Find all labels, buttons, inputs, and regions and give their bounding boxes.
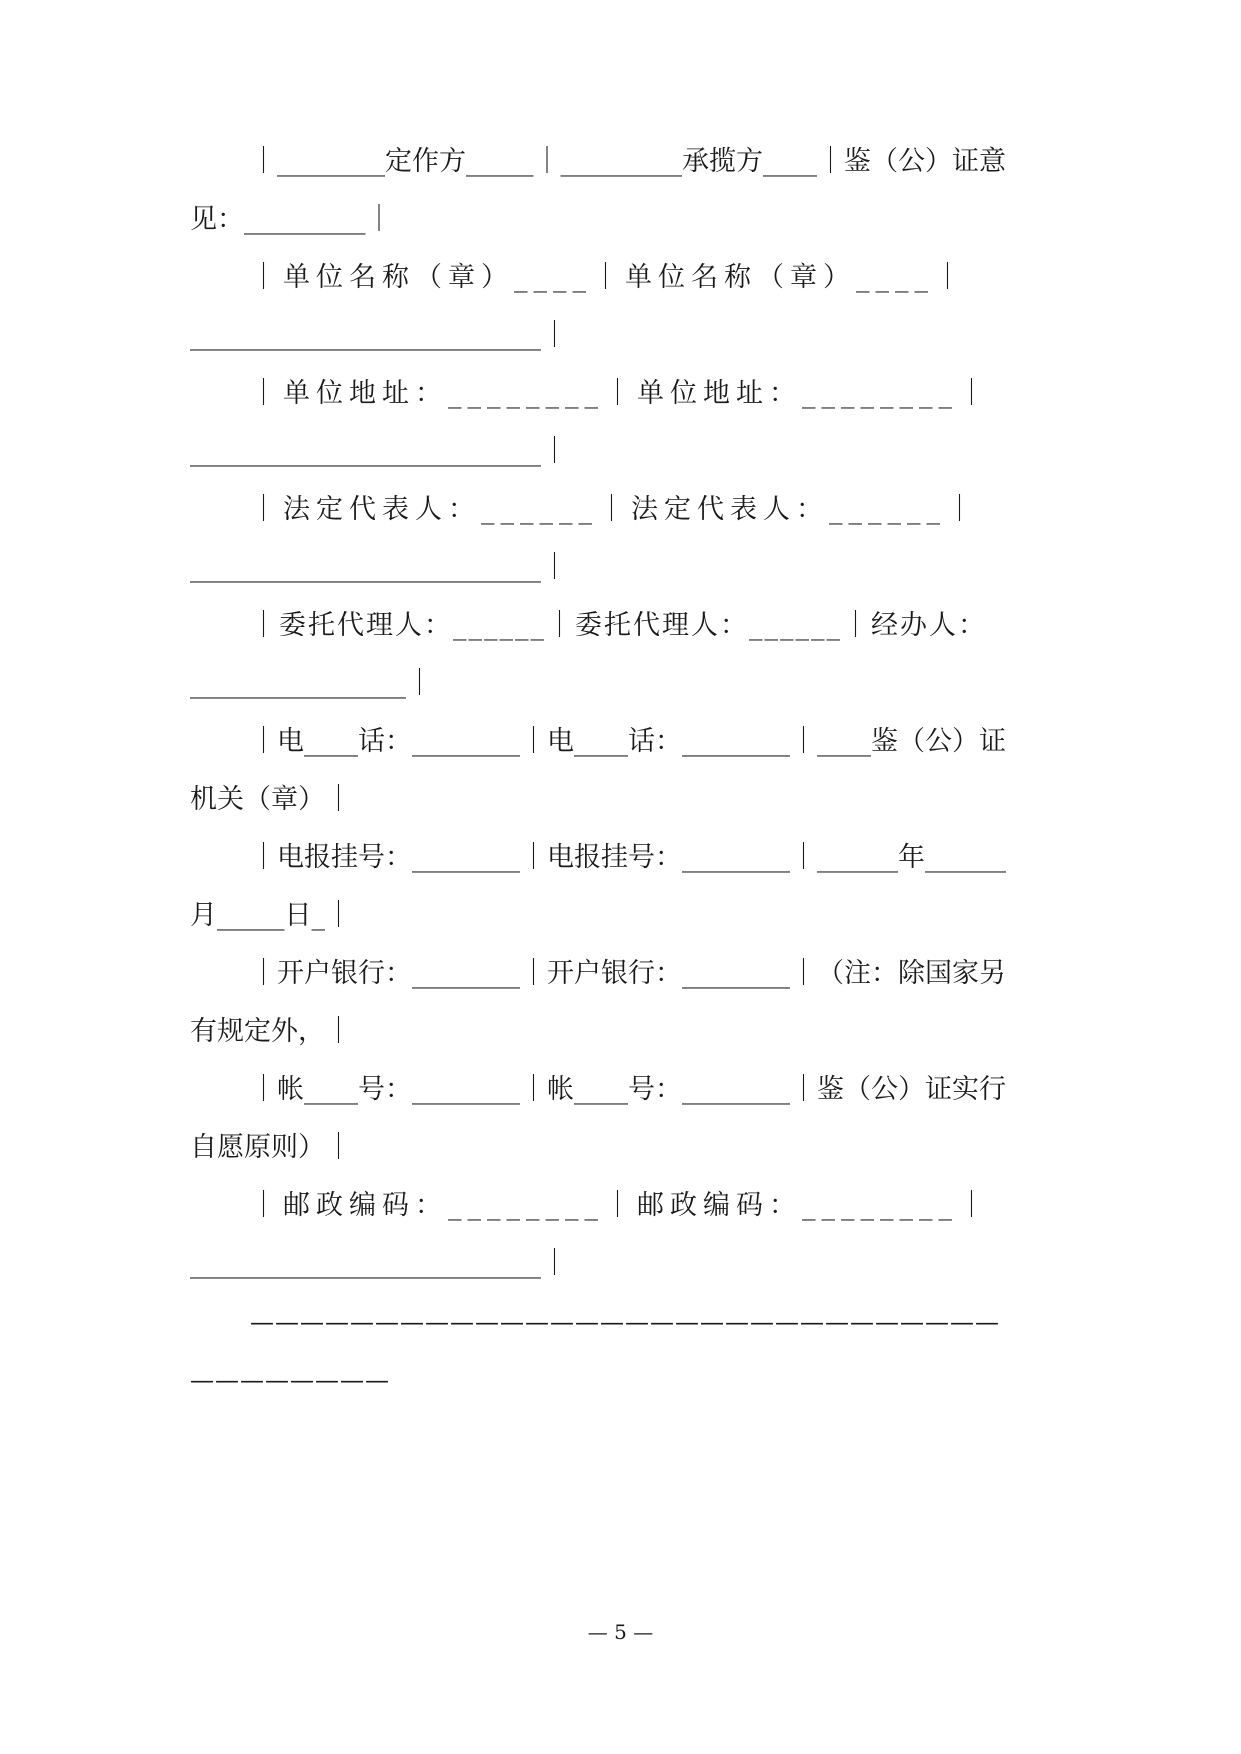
form-row-legal-rep-cont bbox=[190, 536, 1052, 600]
form-row-agent bbox=[250, 594, 1052, 658]
form-row-phone-cont bbox=[190, 768, 1052, 832]
text-line: __________________________｜ bbox=[190, 552, 568, 583]
form-row-unit-address-cont bbox=[190, 420, 1052, 484]
text-line: __________________________｜ bbox=[190, 320, 568, 351]
text-line: 月_____日_｜ bbox=[190, 900, 352, 931]
text-line: __________________________｜ bbox=[190, 436, 568, 467]
form-row-postcode-cont bbox=[190, 1232, 1052, 1296]
page-number: — 5 — bbox=[587, 1620, 654, 1644]
text-line: ｜电____话：________｜电____话：________｜____鉴（公）证 bbox=[250, 726, 1006, 757]
dashed-rule-text: —————————————————————————————— bbox=[250, 1308, 1000, 1336]
form-row-unit-address bbox=[250, 362, 1052, 426]
form-row-postcode bbox=[250, 1174, 1052, 1238]
text-line: ｜法定代表人：______｜法定代表人：______｜ bbox=[250, 494, 979, 525]
text-line: ｜电报挂号：________｜电报挂号：________｜______年______ bbox=[250, 842, 1006, 873]
dashed-rule-text: ———————— bbox=[190, 1366, 390, 1394]
text-line: 自愿原则）｜ bbox=[190, 1132, 352, 1163]
form-row-legal-rep bbox=[250, 478, 1052, 542]
text-line: ________________｜ bbox=[190, 668, 433, 699]
text-line: 有规定外，｜ bbox=[190, 1016, 352, 1047]
form-row-agent-cont bbox=[190, 652, 1052, 716]
form-row-telegraph-cont bbox=[190, 884, 1052, 948]
dashed-rule-cont bbox=[190, 1348, 1052, 1412]
text-line: ｜帐____号：________｜帐____号：________｜鉴（公）证实行 bbox=[250, 1074, 1006, 1105]
text-line: ｜单位名称（章）____｜单位名称（章）____｜ bbox=[250, 262, 967, 293]
text-line: ｜________定作方_____｜_________承揽方____｜鉴（公）证意 bbox=[250, 146, 1006, 177]
text-line: ｜单位地址：________｜单位地址：________｜ bbox=[250, 378, 991, 409]
form-row-telegraph bbox=[250, 826, 1052, 890]
text-line: ｜委托代理人：______｜委托代理人：______｜经办人： bbox=[250, 610, 987, 641]
dashed-rule bbox=[250, 1290, 1052, 1354]
form-row-bank bbox=[250, 942, 1052, 1006]
form-row-bank-cont bbox=[190, 1000, 1052, 1064]
form-row-account bbox=[250, 1058, 1052, 1122]
text-line: ｜邮政编码：________｜邮政编码：________｜ bbox=[250, 1190, 991, 1221]
form-row-phone bbox=[250, 710, 1052, 774]
form-row-unit-name bbox=[250, 246, 1052, 310]
form-row-header bbox=[250, 130, 1052, 194]
text-line: ｜开户银行：________｜开户银行：________｜（注：除国家另 bbox=[250, 958, 1006, 989]
text-line: 机关（章）｜ bbox=[190, 784, 352, 815]
form-row-account-cont bbox=[190, 1116, 1052, 1180]
text-line: __________________________｜ bbox=[190, 1248, 568, 1279]
text-line: 见：_________｜ bbox=[190, 204, 393, 235]
form-row-header-cont bbox=[190, 188, 1052, 252]
form-row-unit-name-cont bbox=[190, 304, 1052, 368]
